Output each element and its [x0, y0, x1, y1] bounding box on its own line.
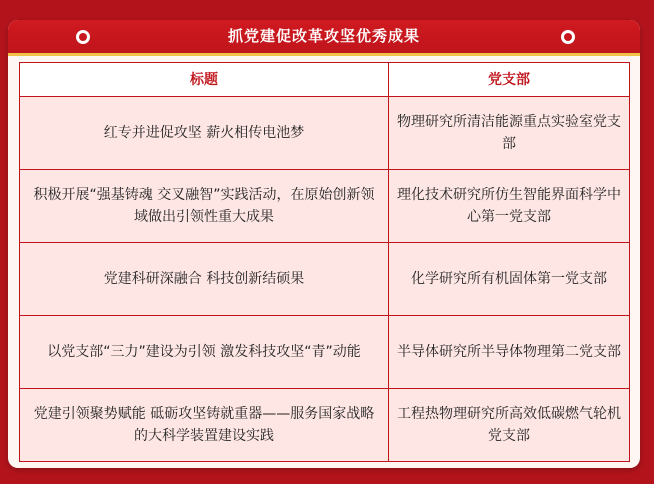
table-row	[20, 170, 630, 243]
results-table	[19, 62, 630, 462]
cell-title: 积极开展“强基铸魂 交叉融智”实践活动，在原始创新领域做出引领性重大成果	[20, 170, 389, 243]
cell-title: 党建科研深融合 科技创新结硕果	[20, 243, 389, 316]
cell-title: 红专并进促攻坚 薪火相传电池梦	[20, 97, 389, 170]
section-header	[8, 20, 640, 56]
table-header-row	[20, 63, 630, 97]
table-row	[20, 316, 630, 389]
table-row	[20, 243, 630, 316]
column-header-branch: 党支部	[389, 63, 630, 97]
cell-title: 党建引领聚势赋能 砥砺攻坚铸就重器——服务国家战略的大科学装置建设实践	[20, 389, 389, 462]
table-row	[20, 389, 630, 462]
ring-ornament-icon	[561, 30, 575, 44]
cell-title: 以党支部“三力”建设为引领 激发科技攻坚“青”动能	[20, 316, 389, 389]
cell-branch: 工程热物理研究所高效低碳燃气轮机党支部	[389, 389, 630, 462]
cell-branch: 化学研究所有机固体第一党支部	[389, 243, 630, 316]
cell-branch: 理化技术研究所仿生智能界面科学中心第一党支部	[389, 170, 630, 243]
table-row	[20, 97, 630, 170]
section-title: 抓党建促改革攻坚优秀成果	[227, 27, 420, 45]
cell-branch: 半导体研究所半导体物理第二党支部	[389, 316, 630, 389]
cell-branch: 物理研究所清洁能源重点实验室党支部	[389, 97, 630, 170]
column-header-title: 标题	[20, 63, 389, 97]
